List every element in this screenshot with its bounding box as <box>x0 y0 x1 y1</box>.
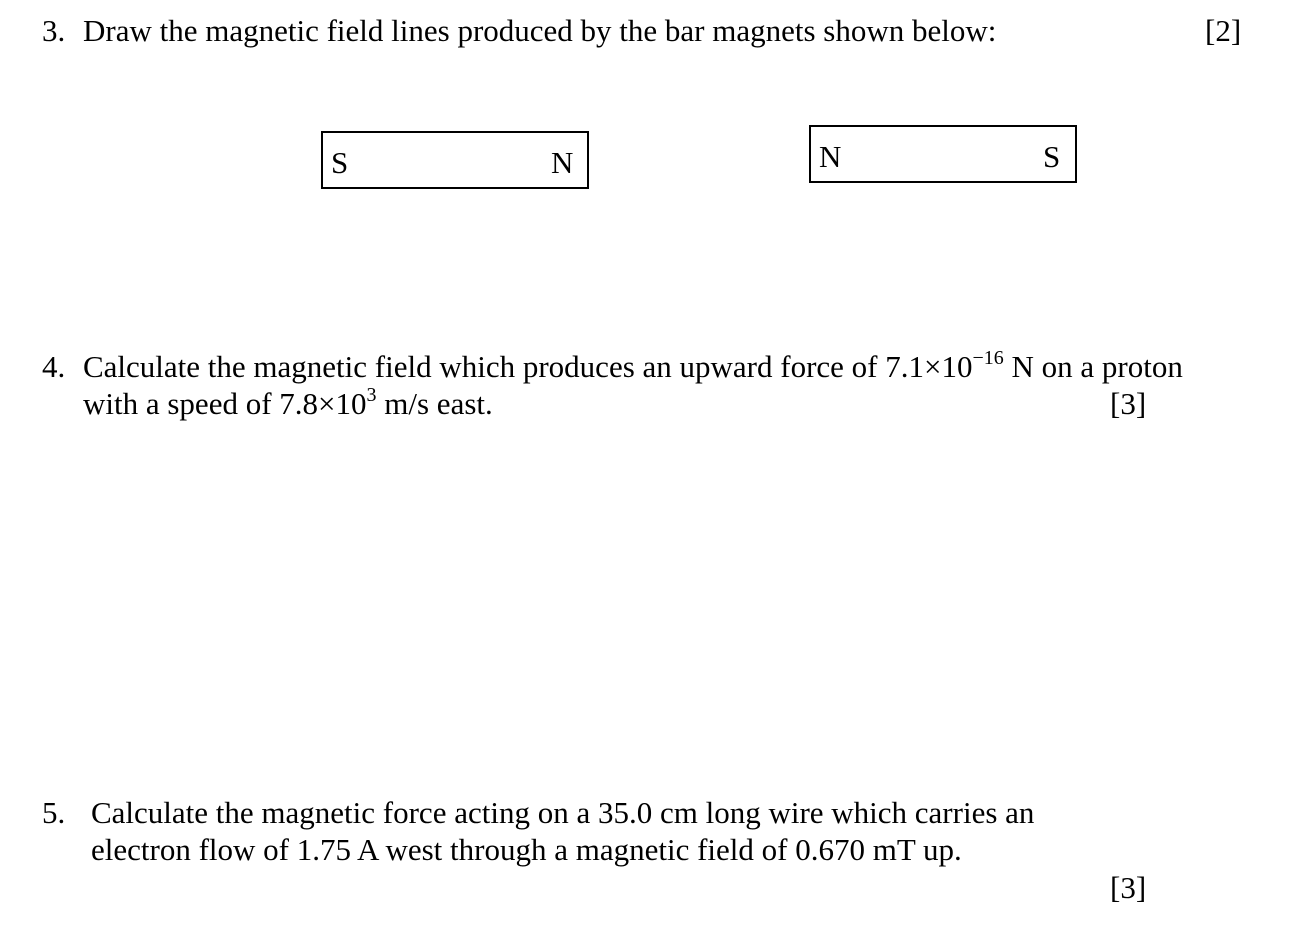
question-3-marks: [2] <box>1205 13 1242 48</box>
question-4-exponent-1: −16 <box>972 346 1004 369</box>
question-4-line-1-b: N on a proton <box>1003 349 1183 384</box>
question-4-line-1-a: Calculate the magnetic field which produces an upward force of 7.1×10 <box>83 349 973 384</box>
question-3-number: 3. <box>42 13 66 48</box>
question-3-text: Draw the magnetic field lines produced by the bar magnets shown below: <box>83 13 997 48</box>
question-5-line-2: electron flow of 1.75 A west through a magnetic field of 0.670 mT up. <box>91 832 962 867</box>
question-4-line-2-b: m/s east. <box>376 386 493 421</box>
question-4-marks: [3] <box>1110 386 1147 421</box>
question-4-exponent-2: 3 <box>366 383 377 406</box>
question-4-number: 4. <box>42 349 66 384</box>
magnet-left-south-pole: S <box>331 145 349 180</box>
question-4-line-2 <box>83 383 493 422</box>
magnet-left-north-pole: N <box>551 145 574 180</box>
question-5-number: 5. <box>42 795 66 830</box>
question-5-marks: [3] <box>1110 870 1147 905</box>
bar-magnet-left <box>321 131 589 189</box>
question-4-line-1 <box>83 346 1183 385</box>
question-5-line-1: Calculate the magnetic force acting on a 35.0 cm long wire which carries an <box>91 795 1035 830</box>
bar-magnet-right <box>809 125 1077 183</box>
magnet-right-north-pole: N <box>819 139 842 174</box>
question-4-line-2-a: with a speed of 7.8×10 <box>83 386 367 421</box>
magnet-right-south-pole: S <box>1043 139 1061 174</box>
